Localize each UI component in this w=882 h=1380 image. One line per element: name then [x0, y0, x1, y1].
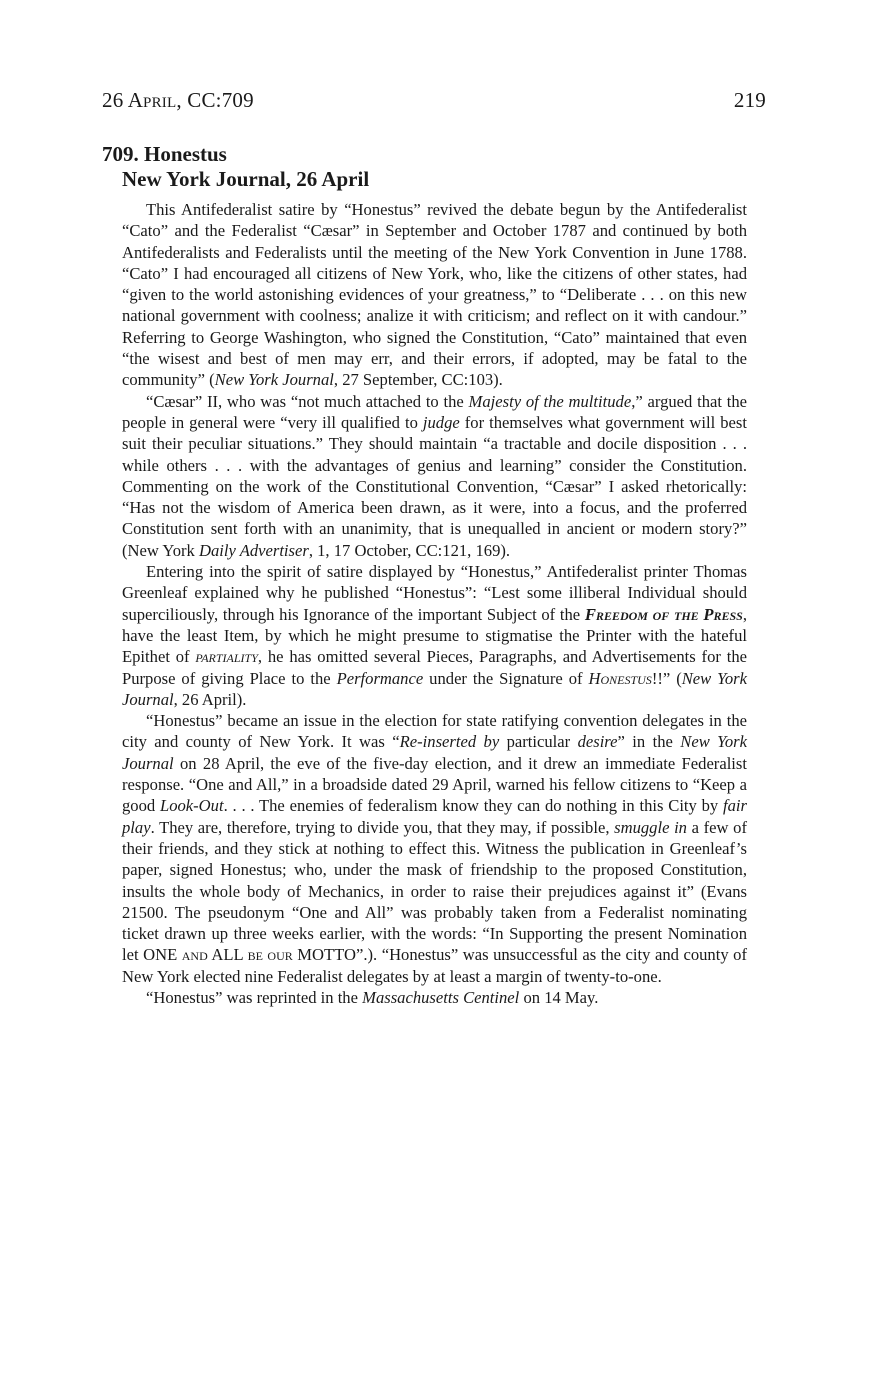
small-caps-text: be our — [247, 945, 293, 965]
text-run: particular — [499, 732, 578, 752]
italic-text: smuggle in — [614, 817, 687, 837]
text-run: , have the least Item, by which he might presume to stigmatise the Printer with the hateful Epithet of — [122, 604, 747, 667]
italic-text: fair play — [122, 796, 747, 837]
text-run: , 1, 17 October, CC:121, 169). — [308, 540, 511, 560]
page-header — [102, 88, 766, 113]
document-source: New York Journal, 26 April — [122, 167, 370, 191]
document-title — [102, 142, 369, 192]
italic-text: Majesty of the multitude — [468, 391, 632, 411]
text-run: . They are, therefore, trying to divide you, that they may, if possible, — [150, 817, 615, 837]
text-run: ALL — [207, 945, 248, 965]
small-caps-text: and — [181, 945, 208, 965]
italic-text: Massachusetts Centinel — [362, 987, 520, 1007]
text-run: on 28 April, the eve of the five-day election, and it drew an immediate Federalist response. “One and All,” in a broadside dated 29 April, warned his fellow citizens to “Keep a good — [122, 753, 747, 816]
italic-text: desire — [577, 732, 618, 752]
small-caps-bold-text: Freedom of the Press — [584, 604, 743, 624]
text-run: a few of their friends, and they stick at nothing to effect this. Witness the publication in Greenleaf’s paper, signed Honestus; who, under the mask of friendship to the proposed Constitution, insults the whole body of Mechanics, in order to raise their prejudices against it” (Evans 21500. The pseudonym “One and All” was probably taken from a Federalist nominating ticket drawn up three weeks earlier, with the words: “In Supporting the present Nomination let ONE — [122, 817, 747, 965]
headnote-body — [122, 199, 747, 1008]
italic-text: Performance — [336, 668, 424, 688]
text-run: , he has omitted several Pieces, Paragraphs, and Advertisements for the Purpose of giving Place to the — [122, 647, 747, 688]
italic-text: New York Journal — [122, 732, 747, 773]
italic-text: Look-Out — [159, 796, 224, 816]
text-run: Entering into the spirit of satire displayed by “Honestus,” Antifederalist printer Thomas Greenleaf explained why he published “Honestus”: “Lest some illiberal Individual should superciliously, through his Ignorance of the important Subject of the — [122, 562, 747, 624]
text-run: !!” ( — [651, 668, 682, 688]
text-run: on 14 May. — [519, 987, 599, 1007]
italic-text: judge — [422, 412, 460, 432]
page-number: 219 — [733, 88, 766, 112]
text-run: “Honestus” became an issue in the election for state ratifying convention delegates in the city and county of New York. It was “ — [122, 711, 747, 752]
italic-text: New York Journal — [214, 370, 334, 390]
italic-text: Daily Advertiser — [198, 540, 309, 560]
text-run: , 26 April). — [173, 689, 247, 709]
small-caps-italic-text: Honestus — [588, 668, 652, 688]
paragraph — [122, 710, 747, 987]
text-run: ,” argued that the people in general were “very ill qualified to — [122, 391, 747, 432]
small-caps-italic-text: partiality — [195, 647, 258, 667]
text-run: “Honestus” was reprinted in the — [146, 987, 363, 1007]
text-run: This Antifederalist satire by “Honestus” revived the debate begun by the Antifederalist “Cato” and the Federalist “Cæsar” in September and October 1787 and continued by both Antifederalists and Federalists until the meeting of the New York Convention in June 1788. “Cato” I had encouraged all citizens of New York, who, like the citizens of other states, had “given to the world astonishing evidences of your greatness,” to “Deliberate . . . on this new national government with coolness; analize it with criticism; and reflect on it with candour.” Referring to George Washington, who signed the Constitution, “Cato” maintained that even “the wisest and best of men may err, and their errors, if adopted, may be fatal to the community” ( — [122, 200, 747, 390]
text-run: . . . . The enemies of federalism know they can do nothing in this City by — [223, 796, 724, 816]
document-number-title: 709. Honestus — [102, 142, 227, 166]
text-run: , 27 September, CC:103). — [333, 370, 503, 390]
paragraph — [122, 199, 747, 391]
text-run: under the Signature of — [423, 668, 589, 688]
paragraph — [122, 561, 747, 710]
text-run: ” in the — [617, 732, 681, 752]
paragraph — [122, 987, 747, 1008]
italic-text: New York Journal — [122, 668, 748, 709]
paragraph — [122, 391, 747, 561]
text-run: for themselves what government will best suit their peculiar situations.” They should maintain “a tractable and docile disposition . . . while others . . . with the advantages of genius and learning” consider the Constitution. Commenting on the work of the Constitutional Convention, “Cæsar” I asked rhetorically: “Has not the wisdom of America been drawn, as it were, into a focus, and the proferred Constitution sent forth with an unanimity, that is unequalled in ancient or modern story?” (New York — [122, 412, 747, 560]
text-run: “Cæsar” II, who was “not much attached to the — [146, 391, 469, 411]
italic-text: Re-inserted by — [399, 732, 500, 752]
text-run: MOTTO”.). “Honestus” was unsuccessful as the city and county of New York elected nine Federalist delegates by at least a margin of twenty-to-one. — [122, 945, 747, 986]
running-head: 26 April, CC:709 — [102, 88, 254, 112]
